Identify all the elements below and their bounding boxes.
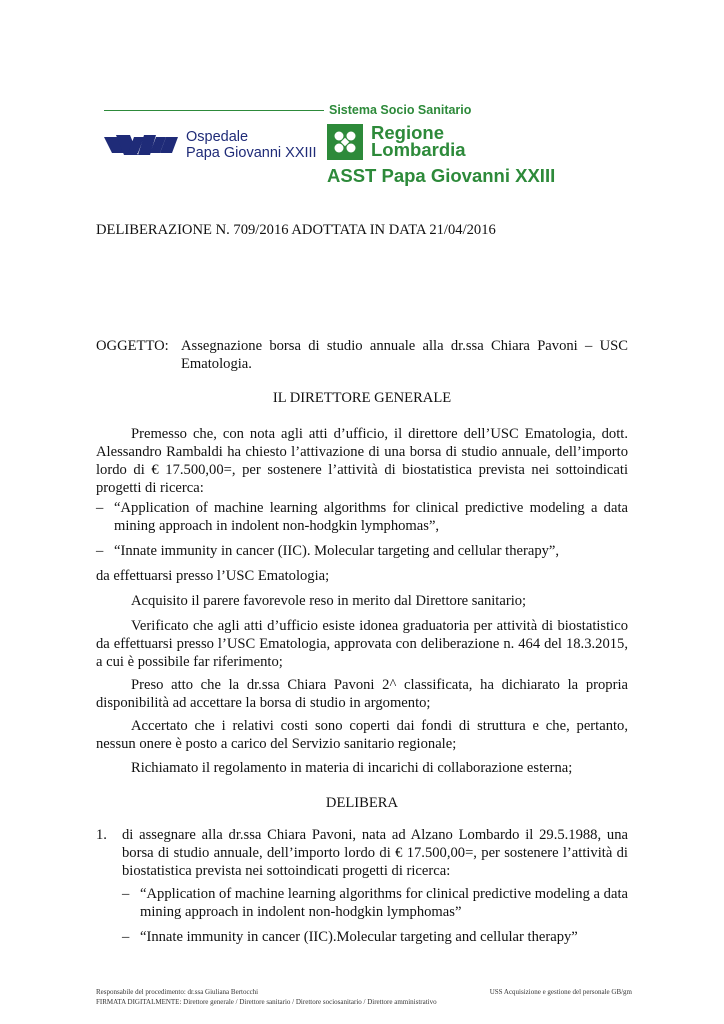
effettuarsi-line: da effettuarsi presso l’USC Ematologia; — [96, 568, 330, 584]
oggetto-label: OGGETTO: — [96, 338, 169, 354]
preso-paragraph: Preso atto che la dr.ssa Chiara Pavoni 2^ classificata, ha dichiarato la propria disponibilità ad accettare la borsa di studio in argomento; — [96, 677, 628, 711]
item-1-number: 1. — [96, 827, 107, 843]
oggetto-text: Assegnazione borsa di studio annuale alla dr.ssa Chiara Pavoni – USC Ematologia. — [181, 338, 628, 372]
asst-title: ASST Papa Giovanni XXIII — [327, 165, 556, 186]
ospedale-line2: Papa Giovanni XXIII — [186, 145, 317, 161]
accertato-paragraph: Accertato che i relativi costi sono coperti dai fondi di struttura e che, pertanto, nessun onere è posto a carico del Servizio sanitario regionale; — [96, 718, 628, 752]
dash-bullet: – — [122, 886, 130, 902]
project-1: “Application of machine learning algorithms for clinical predictive modeling a data mining approach in indolent non-hodgkin lymphomas”, — [114, 500, 628, 534]
regione-name — [371, 124, 466, 158]
footer-uss: USS Acquisizione e gestione del personale GB/gm — [489, 988, 632, 996]
dash-bullet: – — [122, 929, 130, 945]
acquisito-paragraph: Acquisito il parere favorevole reso in merito dal Direttore sanitario; — [131, 593, 527, 609]
item-1-text: di assegnare alla dr.ssa Chiara Pavoni, nata ad Alzano Lombardo il 29.5.1988, una borsa di studio annuale, dell’importo lordo di € 17.500,00=, per sostenere l’attività di biostatistica prevista nei sottoindicati progetti di ricerca: — [122, 827, 628, 879]
sistema-socio-sanitario-label: Sistema Socio Sanitario — [329, 103, 472, 117]
richiamato-paragraph: Richiamato il regolamento in materia di incarichi di collaborazione esterna; — [131, 760, 573, 776]
regione-line2: Lombardia — [371, 139, 466, 160]
header-rule — [104, 110, 324, 111]
dash-bullet: – — [96, 500, 104, 516]
ospedale-logo-icon — [104, 133, 179, 157]
premesso-paragraph: Premesso che, con nota agli atti d’ufficio, il direttore dell’USC Ematologia, dott. Alessandro Rambaldi ha chiesto l’attivazione di una borsa di studio annuale, dell’importo lordo di € 17.500,00=, per sostenere l’attività di biostatistica prevista nei sottoindicati progetti di ricerca: — [96, 426, 628, 496]
regione-line1: Regione — [371, 122, 444, 143]
ospedale-line1: Ospedale — [186, 129, 249, 145]
delibera-title: DELIBERAZIONE N. 709/2016 ADOTTATA IN DATA 21/04/2016 — [96, 222, 496, 238]
item-1-project-2: “Innate immunity in cancer (IIC).Molecular targeting and cellular therapy” — [140, 929, 578, 945]
ospedale-name — [186, 129, 317, 161]
item-1-project-1: “Application of machine learning algorithms for clinical predictive modeling a data mining approach in indolent non-hodgkin lymphomas” — [140, 886, 628, 920]
dash-bullet: – — [96, 543, 104, 559]
footer-responsabile: Responsabile del procedimento: dr.ssa Giuliana Bertocchi — [96, 988, 259, 996]
verificato-paragraph: Verificato che agli atti d’ufficio esiste idonea graduatoria per attività di biostatistico da effettuarsi presso l’USC Ematologia, approvata con deliberazione n. 464 del 18.3.2015, a cui è possibile far riferimento; — [96, 618, 628, 670]
footer-firmata: FIRMATA DIGITALMENTE: Direttore generale / Direttore sanitario / Direttore sociosanitario / Direttore amministrativo — [96, 998, 437, 1006]
regione-lombardia-logo-icon — [327, 124, 363, 160]
project-2: “Innate immunity in cancer (IIC). Molecular targeting and cellular therapy”, — [114, 543, 560, 559]
delibera-heading: DELIBERA — [325, 795, 399, 811]
direttore-heading: IL DIRETTORE GENERALE — [272, 390, 452, 406]
